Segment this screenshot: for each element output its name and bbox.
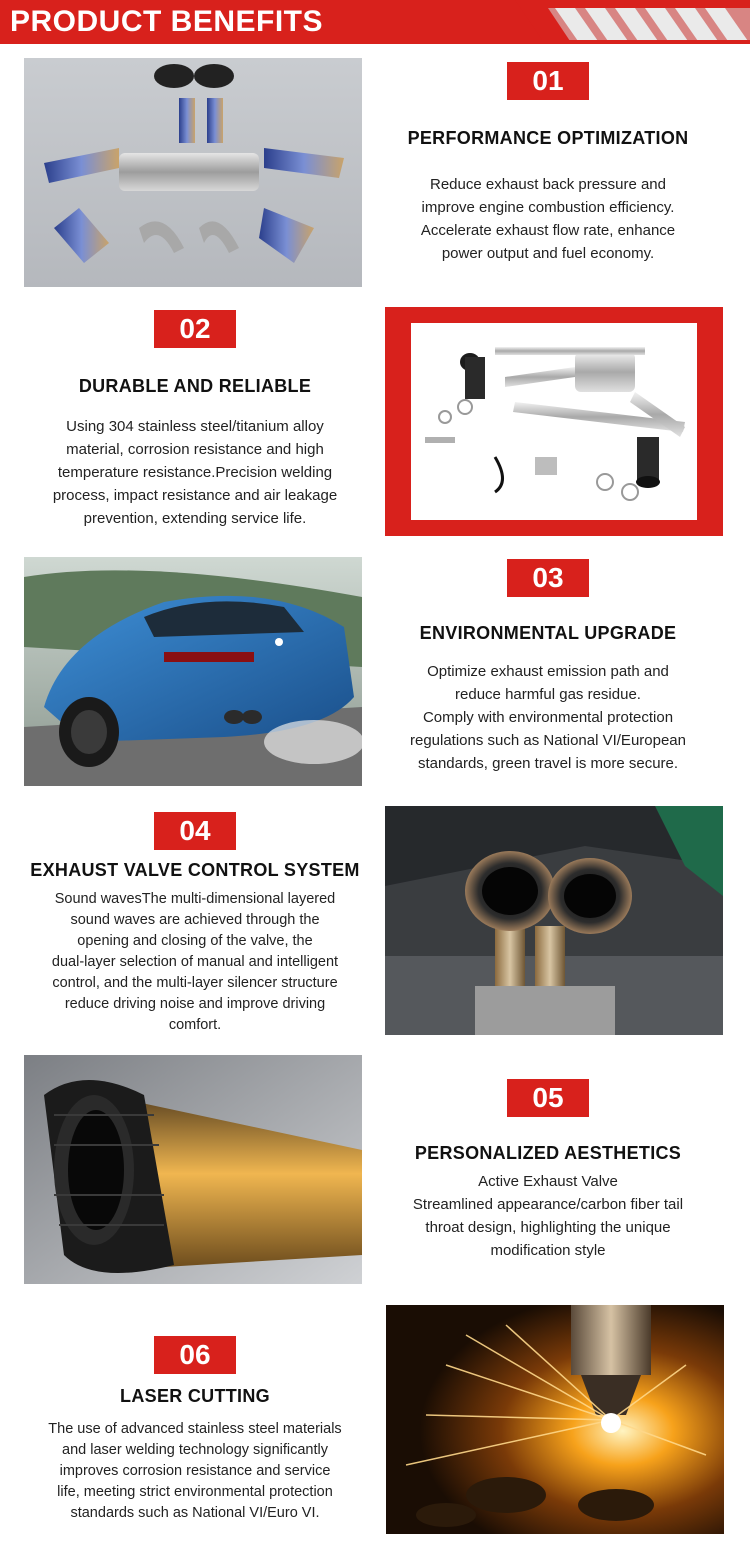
section-title: LASER CUTTING (120, 1386, 270, 1406)
stainless-exhaust-kit-photo (385, 307, 723, 536)
section-body: The use of advanced stainless steel materials and laser welding technology significantly improves corrosion resistance and service life, meeting strict environmental protection standards such as National VI/Euro VI. (48, 1421, 342, 1521)
section-06-text (15, 1336, 375, 1524)
section-body: Optimize exhaust emission path and reduce harmful gas residue. Comply with environmental protection regulations such as National VI/European standards, green travel is more secure. (409, 663, 686, 772)
section-number-badge: 05 (507, 1079, 589, 1117)
section-title: PERFORMANCE OPTIMIZATION (407, 128, 689, 148)
section-02-text (15, 310, 375, 530)
section-title: DURABLE AND RELIABLE (78, 376, 312, 396)
section-number-badge: 03 (507, 559, 589, 597)
page-title: PRODUCT BENEFITS (10, 5, 324, 38)
section-title: ENVIRONMENTAL UPGRADE (419, 623, 677, 643)
laser-cutting-sparks-photo (386, 1305, 724, 1534)
section-body: Using 304 stainless steel/titanium alloy material, corrosion resistance and high temperature resistance.Precision welding process, impact resistance and air leakage prevention, extending service life. (52, 418, 338, 527)
carbon-tips-under-car-photo (385, 806, 723, 1035)
section-body: Reduce exhaust back pressure and improve engine combustion efficiency. Accelerate exhaust flow rate, enhance power output and fuel economy. (420, 176, 676, 262)
section-number-badge: 02 (154, 310, 236, 348)
section-05-text (368, 1079, 728, 1262)
section-01-text (368, 62, 728, 265)
section-body: Active Exhaust Valve Streamlined appearance/carbon fiber tail throat design, highlighting the unique modification style (412, 1173, 684, 1259)
section-04-text (15, 812, 375, 1036)
carbon-fiber-tip-closeup-photo (24, 1055, 362, 1284)
section-number-badge: 04 (154, 812, 236, 850)
section-number-badge: 01 (507, 62, 589, 100)
titanium-exhaust-kit-photo (24, 58, 362, 287)
header-banner (0, 0, 750, 44)
blue-car-rear-photo (24, 557, 362, 786)
section-number-badge: 06 (154, 1336, 236, 1374)
section-title: EXHAUST VALVE CONTROL SYSTEM (30, 860, 360, 880)
section-body: Sound wavesThe multi-dimensional layered sound waves are achieved through the opening and closing of the valve, the dual-layer selection of manual and intelligent control, and the multi-layer silencer structure reduce driving noise and improve driving comfort. (51, 891, 339, 1033)
section-title: PERSONALIZED AESTHETICS (414, 1143, 682, 1163)
section-03-text (368, 559, 728, 775)
